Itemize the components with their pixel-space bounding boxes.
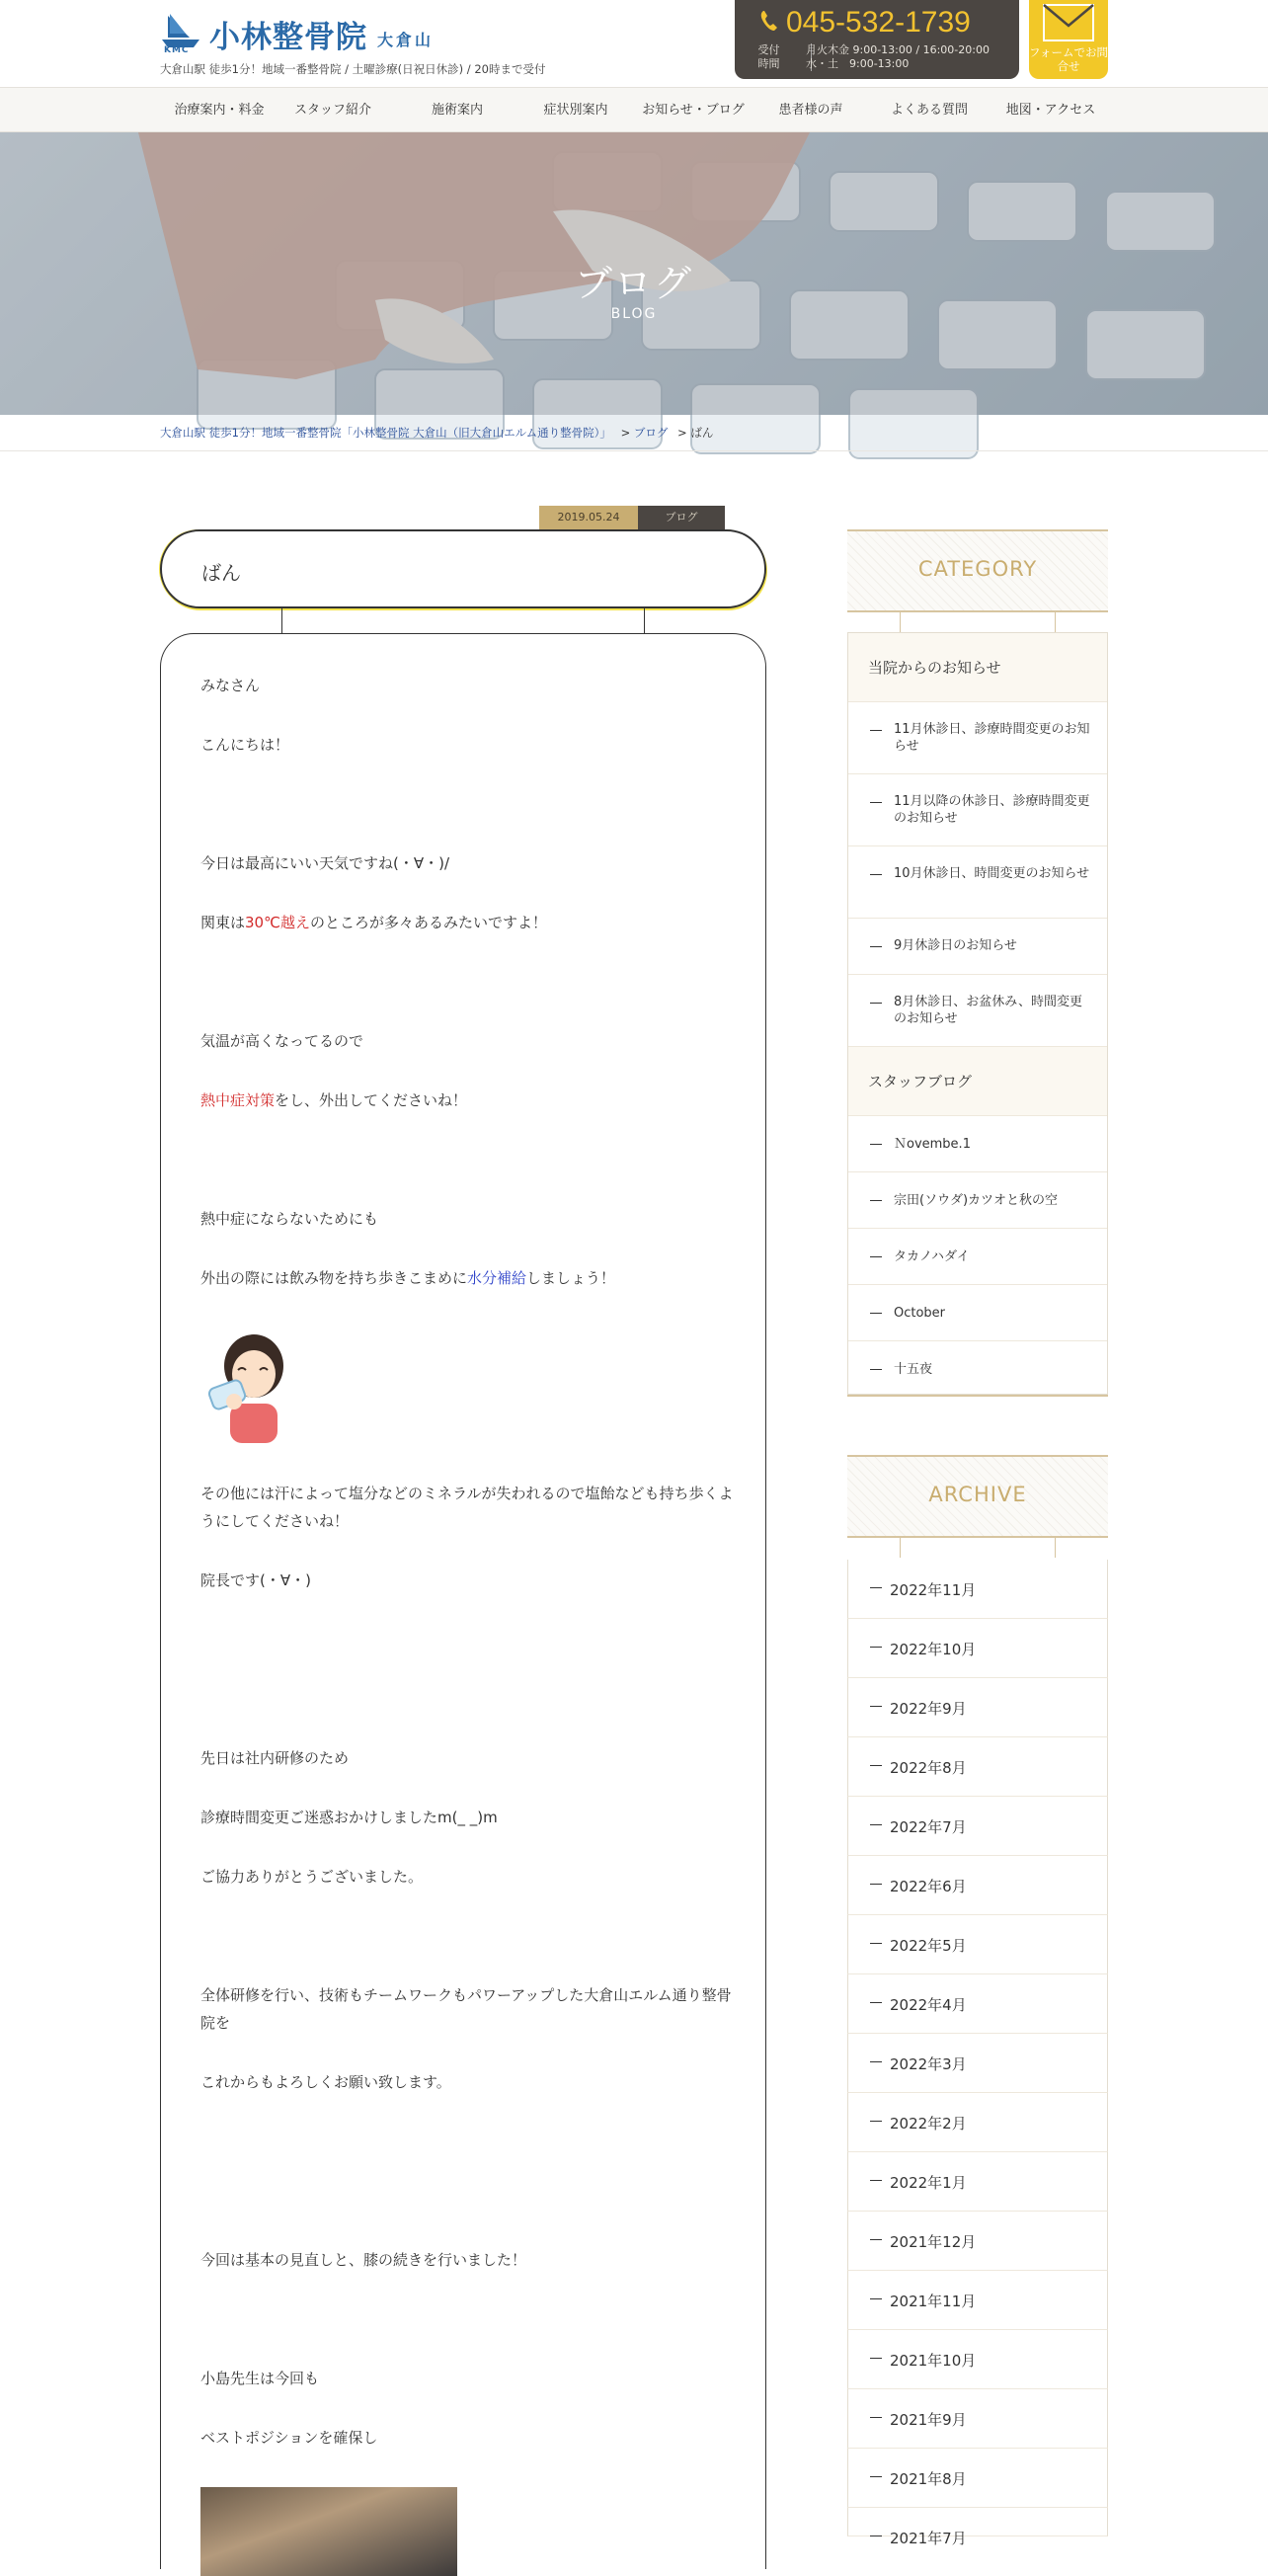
archive-heading xyxy=(847,1455,1108,1538)
hero-banner xyxy=(0,132,1268,415)
contact-form-label: フォームでお問合せ xyxy=(1029,45,1108,73)
drinking-water-illustration xyxy=(204,1330,293,1444)
archive-list-item[interactable]: 2022年11月 xyxy=(847,1560,1108,1619)
business-hours xyxy=(806,43,990,71)
archive-list-item[interactable]: 2021年9月 xyxy=(847,2389,1108,2449)
post-title: ばん xyxy=(201,561,241,585)
header-description: 大倉山駅 徒歩1分！地域一番整骨院 / 土曜診療(日祝日休診) / 20時まで受付 xyxy=(160,62,546,76)
archive-list-item[interactable]: 2022年1月 xyxy=(847,2152,1108,2212)
archive-list-item[interactable]: 2022年2月 xyxy=(847,2093,1108,2152)
ship-logo-icon xyxy=(160,12,205,55)
post-paragraph: ご協力ありがとうございました。 xyxy=(200,1868,424,1886)
post-paragraph: 今回は基本の見直しと、膝の続きを行いました！ xyxy=(200,2251,527,2269)
post-paragraph: 小島先生は今回も xyxy=(200,2370,320,2387)
breadcrumb-separator: > xyxy=(677,426,687,440)
archive-list-item[interactable]: 2021年10月 xyxy=(847,2330,1108,2389)
archive-list-item[interactable]: 2022年7月 xyxy=(847,1797,1108,1856)
nav-item-treatments[interactable]: 施術案内 xyxy=(431,103,483,118)
category-list-item[interactable]: October xyxy=(848,1285,1107,1341)
post-paragraph: 気温が高くなってるので xyxy=(200,1032,364,1050)
contact-form-button[interactable] xyxy=(1029,0,1108,79)
category-list-item[interactable]: 8月休診日、お盆休み、時間変更のお知らせ xyxy=(848,975,1107,1047)
page-title: ブログ xyxy=(574,262,693,305)
archive-list-item[interactable]: 2022年9月 xyxy=(847,1678,1108,1737)
category-list-item[interactable]: タカノハダイ xyxy=(848,1229,1107,1285)
category-heading xyxy=(847,529,1108,612)
site-header xyxy=(0,0,1268,87)
nav-item-map-access[interactable]: 地図・アクセス xyxy=(1005,103,1096,118)
post-paragraph: 外出の際には飲み物を持ち歩きこまめに水分補給しましょう！ xyxy=(200,1269,616,1287)
breadcrumb xyxy=(160,425,713,441)
post-paragraph: 今日は最高にいい天気ですね(・∀・)/ xyxy=(200,854,450,872)
post-paragraph: これからもよろしくお願い致します。 xyxy=(200,2073,451,2091)
post-paragraph: 診療時間変更ご迷惑おかけしましたm(_ _)m xyxy=(200,1809,498,1826)
hours-label: 受付時間 xyxy=(756,43,812,71)
archive-list-item[interactable]: 2022年4月 xyxy=(847,1974,1108,2034)
post-category[interactable]: ブログ xyxy=(638,506,725,529)
post-paragraph: ベストポジションを確保し xyxy=(200,2429,378,2447)
archive-list-item[interactable]: 2021年7月 xyxy=(847,2508,1108,2536)
breadcrumb-separator: > xyxy=(620,426,631,440)
global-nav xyxy=(0,87,1268,132)
nav-item-symptoms[interactable]: 症状別案内 xyxy=(543,103,608,118)
post-paragraph: 院長です(・∀・) xyxy=(200,1571,311,1589)
hours-line-1: 月火木金 9:00-13:00 / 16:00-20:00 xyxy=(806,43,990,56)
post-paragraph: こんにちは！ xyxy=(200,736,290,754)
post-body xyxy=(160,633,766,2569)
tel-box[interactable] xyxy=(735,0,1019,79)
post-paragraph: 関東は30℃越えのところが多々あるみたいですよ！ xyxy=(200,914,547,931)
category-list-item[interactable]: 10月休診日、時間変更のお知らせ xyxy=(848,846,1107,919)
category-list-item[interactable]: Ｎovembe.1 xyxy=(848,1116,1107,1172)
tel-number[interactable]: 045-532-1739 xyxy=(786,6,971,39)
category-list-item[interactable]: 11月以降の休診日、診療時間変更のお知らせ xyxy=(848,774,1107,846)
nav-item-treatment-fees[interactable]: 治療案内・料金 xyxy=(174,103,265,118)
archive-list-item[interactable]: 2022年6月 xyxy=(847,1856,1108,1915)
breadcrumb-blog-link[interactable]: ブログ xyxy=(633,426,669,440)
breadcrumb-home-link[interactable]: 大倉山駅 徒歩1分！地域一番整骨院「小林整骨院 大倉山（旧大倉山エルム通り整骨院）」 xyxy=(160,426,611,440)
category-group-notices[interactable]: 当院からのお知らせ xyxy=(848,633,1107,702)
archive-list-item[interactable]: 2021年11月 xyxy=(847,2271,1108,2330)
category-list-item[interactable]: 9月休診日のお知らせ xyxy=(848,919,1107,975)
post-paragraph: 全体研修を行い、技術もチームワークもパワーアップした大倉山エルム通り整骨院を xyxy=(200,1986,732,2032)
post-paragraph: 熱中症対策をし、外出してくださいね！ xyxy=(200,1091,468,1109)
highlight-text: 水分補給 xyxy=(467,1269,527,1287)
logo-sub-text: KMC xyxy=(164,45,190,55)
nav-item-staff[interactable]: スタッフ紹介 xyxy=(293,103,371,118)
archive-list-item[interactable]: 2022年3月 xyxy=(847,2034,1108,2093)
page-subtitle: BLOG xyxy=(610,306,658,322)
logo-place: 大倉山 xyxy=(377,30,435,49)
post-date: 2019.05.24 xyxy=(539,506,638,529)
highlight-text: 熱中症対策 xyxy=(200,1091,276,1109)
archive-list-item[interactable]: 2022年8月 xyxy=(847,1737,1108,1797)
post-photo xyxy=(200,2487,457,2576)
archive-title: ARCHIVE xyxy=(928,1483,1027,1506)
mail-icon xyxy=(1043,4,1094,45)
site-logo[interactable] xyxy=(160,12,434,55)
highlight-text: 30℃越え xyxy=(245,914,310,931)
post-paragraph: 熱中症にならないためにも xyxy=(200,1210,379,1228)
nav-item-voices[interactable]: 患者様の声 xyxy=(778,103,843,118)
archive-list-item[interactable]: 2021年8月 xyxy=(847,2449,1108,2508)
category-list-item[interactable]: 宗田(ソウダ)カツオと秋の空 xyxy=(848,1172,1107,1229)
archive-list-item[interactable]: 2022年5月 xyxy=(847,1915,1108,1974)
post-title-box xyxy=(160,529,766,608)
category-list-item[interactable]: 十五夜 xyxy=(848,1341,1107,1396)
post-paragraph: 先日は社内研修のため xyxy=(200,1749,350,1767)
breadcrumb-current: ばん xyxy=(690,426,714,440)
post-paragraph: みなさん xyxy=(200,677,261,694)
nav-item-news-blog[interactable]: お知らせ・ブログ xyxy=(642,103,745,118)
archive-list-item[interactable]: 2021年12月 xyxy=(847,2212,1108,2271)
category-title: CATEGORY xyxy=(917,557,1038,581)
phone-icon xyxy=(758,9,780,37)
category-list xyxy=(847,632,1108,1395)
archive-list-item[interactable]: 2022年10月 xyxy=(847,1619,1108,1678)
hours-line-2: 水・土 9:00-13:00 xyxy=(806,57,910,70)
logo-name: 小林整骨院 xyxy=(209,19,367,55)
nav-item-faq[interactable]: よくある質問 xyxy=(890,103,968,118)
category-list-item[interactable]: 11月休診日、診療時間変更のお知らせ xyxy=(848,702,1107,774)
category-group-staff-blog[interactable]: スタッフブログ xyxy=(848,1047,1107,1116)
post-paragraph: その他には汗によって塩分などのミネラルが失われるので塩飴なども持ち歩くようにしてくださいね！ xyxy=(200,1485,734,1530)
